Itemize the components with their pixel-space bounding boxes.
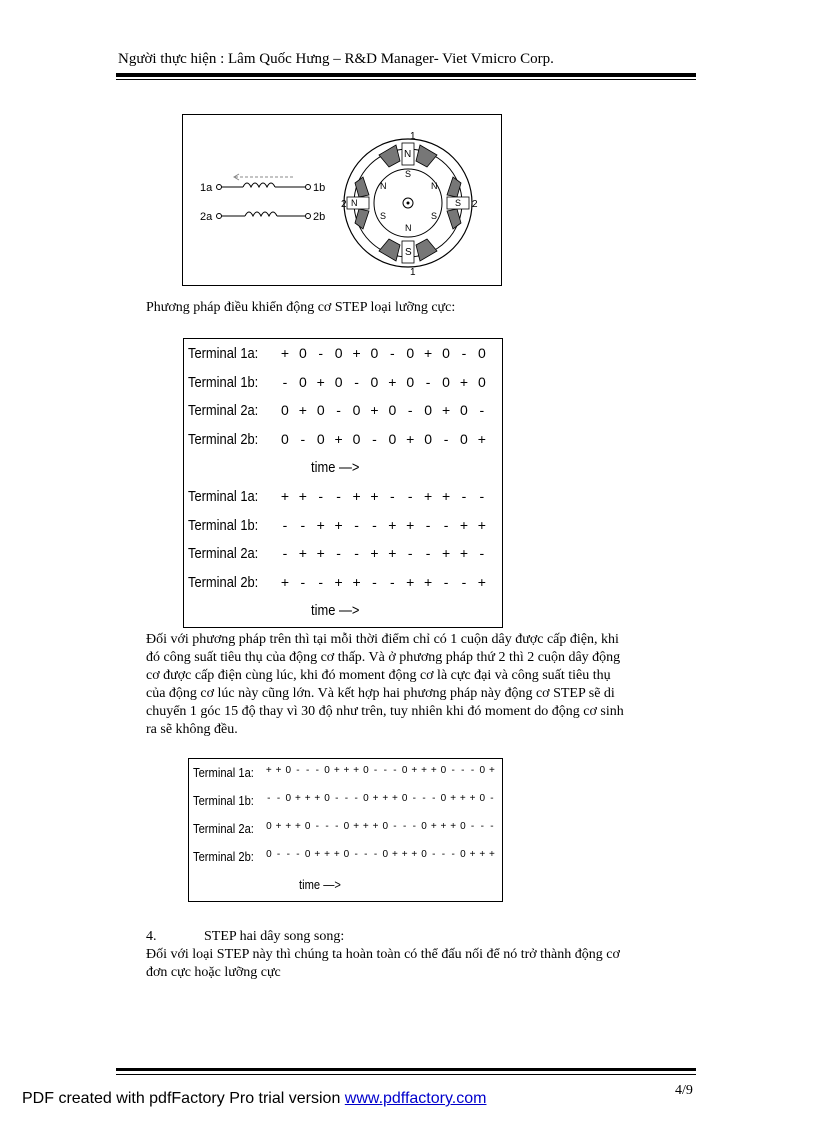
state-cell: 0	[382, 821, 389, 832]
state-cell: +	[469, 793, 476, 804]
state-cell: 0	[298, 345, 307, 361]
state-cell: +	[382, 793, 389, 804]
state-cell: -	[315, 765, 320, 776]
state-cell: +	[424, 488, 433, 504]
state-cell: -	[335, 821, 339, 832]
state-cell: +	[489, 765, 495, 776]
state-cell: +	[469, 849, 476, 860]
state-cell: -	[412, 821, 417, 832]
state-cell: -	[422, 793, 426, 804]
time-axis-label: time —>	[299, 877, 341, 892]
pole-letter: N	[351, 198, 358, 208]
state-cell: 0	[382, 849, 389, 860]
state-cell: +	[333, 765, 340, 776]
state-cell: +	[280, 488, 290, 504]
state-cell: 0	[477, 373, 486, 390]
state-cell: 0	[363, 765, 369, 776]
terminal-label: Terminal 1a:	[193, 765, 254, 780]
state-cell: 0	[424, 430, 433, 447]
state-cell: 0	[460, 849, 466, 860]
table-row	[184, 402, 502, 430]
state-cell: 0	[266, 849, 272, 860]
table-row	[189, 765, 502, 793]
section-body-line: đơn cực hoặc lưỡng cực	[146, 965, 281, 980]
paragraph-combined-method	[146, 631, 706, 739]
state-cell: -	[393, 821, 397, 832]
pole-letter: S	[405, 247, 412, 258]
terminal-label: Terminal 2b:	[193, 849, 254, 864]
state-cell: +	[295, 821, 301, 832]
state-cell: -	[354, 545, 359, 562]
state-cell: -	[470, 765, 475, 776]
state-cell: -	[282, 545, 288, 562]
state-cell: +	[334, 430, 343, 447]
terminal-label: Terminal 1a:	[188, 488, 259, 505]
state-cell: -	[318, 488, 324, 504]
state-cell: +	[316, 373, 325, 390]
state-cell: -	[318, 345, 324, 361]
state-cell: -	[461, 573, 467, 590]
state-cell: +	[388, 545, 397, 562]
state-cell: +	[388, 516, 397, 533]
pole-letter: S	[455, 198, 462, 208]
table-row	[184, 545, 502, 573]
coil-label-1b: 1b	[313, 182, 326, 194]
state-cell: -	[344, 793, 349, 804]
state-cell: +	[477, 573, 486, 590]
state-cell: +	[298, 488, 307, 504]
terminal-label: Terminal 2a:	[193, 821, 254, 836]
state-cell: 0	[421, 849, 427, 860]
state-cell: -	[315, 821, 320, 832]
state-cell: +	[392, 793, 398, 804]
state-cell: +	[324, 849, 330, 860]
table-row	[184, 431, 502, 459]
page-number: 4/9	[675, 1083, 693, 1098]
state-cell: 0	[442, 373, 450, 390]
state-cell: -	[390, 345, 395, 361]
state-cell: 0	[285, 765, 292, 776]
state-cell: -	[425, 545, 431, 562]
state-cell: 0	[334, 345, 343, 361]
terminal-label: Terminal 1b:	[193, 793, 254, 808]
state-cell: -	[470, 821, 475, 832]
table-row	[184, 488, 502, 516]
state-cell: +	[285, 821, 292, 832]
state-cell: +	[459, 545, 469, 562]
state-cell: +	[421, 765, 427, 776]
state-cell: 0	[370, 373, 379, 390]
state-cell: +	[265, 765, 272, 776]
pole-letter: S	[405, 169, 412, 179]
footer-rule-thick	[116, 1068, 696, 1071]
state-cell: -	[354, 516, 359, 533]
state-cell: 0	[363, 793, 369, 804]
state-cell: +	[304, 793, 311, 804]
paragraph-line: của động cơ lúc này cũng lớn. Và kết hợp hai phương pháp này động cơ STEP sẽ di	[146, 686, 615, 701]
coil-label-2a: 2a	[200, 211, 213, 223]
state-cell: +	[353, 765, 360, 776]
table-row	[184, 517, 502, 545]
state-cell: +	[314, 849, 321, 860]
pdffactory-link[interactable]: www.pdffactory.com	[344, 1090, 487, 1107]
state-cell: -	[300, 430, 306, 447]
state-cell: 0	[324, 765, 330, 776]
state-cell: -	[402, 821, 407, 832]
state-cell: +	[459, 516, 469, 533]
pole-letter: S	[431, 211, 438, 221]
state-cell: +	[372, 793, 379, 804]
state-cell: -	[336, 545, 341, 562]
state-cell: -	[354, 849, 358, 860]
state-cell: +	[441, 402, 451, 419]
state-cell: +	[430, 821, 437, 832]
state-cell: +	[298, 545, 307, 562]
state-cell: -	[425, 373, 431, 390]
state-cell: +	[406, 516, 415, 533]
state-cell: +	[275, 765, 282, 776]
state-cell: -	[441, 849, 446, 860]
state-cell: -	[490, 793, 494, 804]
state-cell: 0	[401, 793, 408, 804]
state-cell: -	[461, 488, 467, 504]
state-cell: +	[334, 516, 343, 533]
state-cell: +	[479, 849, 486, 860]
state-cell: 0	[406, 373, 415, 390]
state-cell: +	[334, 573, 343, 590]
state-cell: +	[370, 545, 379, 562]
table-row	[189, 793, 502, 821]
state-cell: -	[443, 573, 449, 590]
pole-number-top: 1	[410, 131, 416, 142]
state-cell: -	[425, 516, 431, 533]
motor-diagram	[183, 115, 501, 285]
state-cell: -	[336, 488, 341, 504]
state-cell: +	[352, 573, 361, 590]
state-cell: -	[461, 345, 467, 361]
state-cell: 0	[298, 373, 307, 390]
coil-label-2b: 2b	[313, 211, 326, 223]
state-cell: +	[450, 793, 457, 804]
paragraph-line: Đối với phương pháp trên thì tại mỗi thời điểm chỉ có 1 cuộn dây được cấp điện, khi	[146, 632, 619, 647]
state-cell: -	[372, 430, 377, 447]
state-cell: 0	[440, 793, 447, 804]
terminal-label: Terminal 1b:	[188, 516, 259, 534]
state-cell: +	[411, 849, 418, 860]
state-cell: 0	[401, 765, 408, 776]
state-cell: +	[372, 821, 379, 832]
state-cell: -	[300, 573, 306, 590]
state-cell: 0	[421, 821, 427, 832]
state-cell: -	[479, 402, 485, 419]
section-body-line: Đối với loại STEP này thì chúng ta hoàn toàn có thể đấu nối để nó trở thành động cơ	[146, 947, 620, 962]
state-cell: +	[370, 402, 379, 419]
state-cell: +	[489, 849, 495, 860]
terminal-label: Terminal 2a:	[188, 402, 259, 420]
table-row	[189, 849, 502, 877]
state-cell: 0	[479, 793, 486, 804]
state-cell: -	[390, 573, 395, 590]
state-cell: 0	[477, 345, 486, 361]
state-cell: -	[296, 765, 300, 776]
state-cell: -	[354, 373, 359, 390]
pole-letter: N	[405, 223, 412, 233]
state-cell: 0	[442, 345, 450, 361]
state-cell: -	[393, 765, 397, 776]
state-cell: +	[352, 345, 361, 361]
state-cell: +	[406, 573, 415, 590]
time-axis-label: time —>	[311, 602, 360, 620]
stepper-motor-figure	[182, 114, 502, 286]
state-cell: -	[451, 765, 455, 776]
terminal-label: Terminal 1b:	[188, 373, 259, 391]
state-cell: -	[443, 516, 449, 533]
state-cell: -	[432, 793, 436, 804]
table-row	[184, 345, 502, 373]
state-cell: 0	[460, 821, 466, 832]
table-row	[184, 374, 502, 402]
state-cell: -	[305, 765, 310, 776]
section-heading: STEP hai dây song song:	[204, 929, 345, 944]
state-cell: +	[477, 516, 486, 533]
terminal-label: Terminal 2a:	[188, 545, 259, 563]
paragraph-line: ra sẽ không đều.	[146, 722, 238, 737]
state-cell: -	[412, 793, 417, 804]
section-number: 4.	[146, 929, 157, 944]
state-cell: -	[479, 488, 485, 504]
state-cell: -	[407, 488, 413, 504]
state-cell: -	[282, 516, 288, 533]
state-cell: 0	[304, 849, 311, 860]
header-rule-thick	[116, 73, 696, 77]
paragraph-line: chuyển 1 góc 15 độ thay vì 30 độ như trên, tuy nhiên khi đó moment do động cơ sinh	[146, 704, 624, 719]
state-cell: -	[276, 793, 281, 804]
state-cell: +	[440, 821, 447, 832]
state-cell: +	[424, 345, 433, 361]
state-cell: 0	[352, 430, 361, 447]
state-cell: -	[373, 849, 378, 860]
state-cell: +	[362, 821, 369, 832]
state-cell: -	[407, 402, 413, 419]
state-cell: 0	[370, 345, 379, 361]
state-cell: -	[390, 488, 395, 504]
state-cell: +	[275, 821, 282, 832]
paragraph-line: đó công suất tiêu thụ của động cơ thấp. Và ở phương pháp thứ 2 thì 2 cuộn dây động	[146, 650, 621, 665]
state-cell: +	[298, 402, 307, 419]
state-cell: -	[276, 849, 281, 860]
state-cell: +	[430, 765, 437, 776]
state-cell: +	[280, 573, 290, 590]
state-cell: +	[388, 373, 397, 390]
state-cell: +	[343, 765, 350, 776]
state-cell: -	[364, 849, 368, 860]
pole-letter: N	[404, 149, 412, 160]
state-cell: -	[372, 573, 377, 590]
state-cell: -	[407, 545, 413, 562]
terminal-label: Terminal 2b:	[188, 430, 259, 448]
state-cell: -	[451, 849, 455, 860]
state-cell: -	[296, 849, 300, 860]
state-cell: +	[441, 545, 451, 562]
state-cell: +	[477, 430, 486, 447]
bipolar-sequence-table	[183, 338, 503, 628]
state-cell: 0	[285, 793, 292, 804]
state-cell: 0	[281, 430, 289, 447]
pdf-credit	[22, 1090, 486, 1108]
table-row	[189, 821, 502, 849]
state-cell: +	[459, 373, 469, 390]
state-cell: 0	[316, 402, 325, 419]
state-cell: -	[336, 402, 341, 419]
state-cell: -	[432, 849, 436, 860]
state-cell: +	[316, 516, 325, 533]
state-cell: 0	[343, 821, 350, 832]
state-cell: 0	[316, 430, 325, 447]
state-cell: 0	[460, 402, 468, 419]
state-cell: +	[411, 765, 418, 776]
state-cell: 0	[406, 345, 415, 361]
page-header: Người thực hiện : Lâm Quốc Hưng – R&D Manager- Viet Vmicro Corp.	[118, 51, 554, 67]
state-cell: +	[280, 345, 290, 361]
bipolar-caption: Phương pháp điều khiển động cơ STEP loại lưỡng cực:	[146, 300, 456, 315]
state-cell: +	[316, 545, 325, 562]
state-cell: -	[373, 765, 378, 776]
footer-rule-thin	[116, 1074, 696, 1075]
state-cell: -	[480, 821, 484, 832]
state-cell: 0	[304, 821, 311, 832]
state-cell: 0	[440, 765, 447, 776]
state-cell: -	[443, 430, 449, 447]
state-cell: +	[450, 821, 457, 832]
state-cell: +	[353, 821, 360, 832]
pole-number-left: 2	[341, 199, 347, 210]
state-cell: -	[461, 765, 465, 776]
terminal-label: Terminal 1a:	[188, 345, 259, 362]
state-cell: -	[325, 821, 329, 832]
pole-number-bottom: 1	[410, 267, 416, 278]
state-cell: 0	[388, 402, 397, 419]
half-step-sequence-table	[188, 758, 503, 902]
state-cell: 0	[352, 402, 361, 419]
terminal-label: Terminal 2b:	[188, 573, 259, 591]
state-cell: -	[383, 765, 387, 776]
state-cell: +	[406, 430, 415, 447]
state-cell: -	[490, 821, 494, 832]
pole-letter: S	[380, 211, 387, 221]
state-cell: +	[424, 573, 433, 590]
state-cell: +	[295, 793, 301, 804]
state-cell: +	[392, 849, 398, 860]
state-cell: -	[318, 573, 324, 590]
state-cell: -	[286, 849, 290, 860]
header-rule-thin	[116, 79, 696, 80]
state-cell: -	[354, 793, 358, 804]
state-cell: +	[401, 849, 408, 860]
pole-letter: N	[380, 181, 387, 191]
state-cell: 0	[460, 430, 468, 447]
state-cell: 0	[343, 849, 350, 860]
state-cell: 0	[424, 402, 433, 419]
state-cell: -	[372, 516, 377, 533]
state-cell: -	[300, 516, 306, 533]
state-cell: +	[314, 793, 321, 804]
time-axis-label: time —>	[311, 459, 360, 477]
state-cell: +	[370, 488, 379, 504]
pole-number-right: 2	[472, 199, 478, 210]
state-cell: -	[335, 793, 339, 804]
state-cell: -	[479, 545, 485, 562]
pdf-credit-text: PDF created with pdfFactory Pro trial version	[22, 1090, 345, 1107]
pole-letter: N	[431, 181, 438, 191]
state-cell: +	[352, 488, 361, 504]
table-row	[184, 574, 502, 602]
state-cell: +	[441, 488, 451, 504]
state-cell: +	[333, 849, 340, 860]
section-body	[146, 946, 706, 982]
state-cell: 0	[334, 373, 343, 390]
state-cell: 0	[479, 765, 486, 776]
paragraph-line: cơ được cấp điện cùng lúc, khi đó moment động cơ là cực đại và công suất tiêu thụ	[146, 668, 611, 683]
state-cell: 0	[324, 793, 330, 804]
state-cell: +	[459, 793, 466, 804]
coil-label-1a: 1a	[200, 182, 213, 194]
state-cell: -	[282, 373, 288, 390]
state-cell: 0	[388, 430, 397, 447]
state-cell: 0	[281, 402, 289, 419]
state-cell: 0	[266, 821, 272, 832]
state-cell: -	[267, 793, 271, 804]
